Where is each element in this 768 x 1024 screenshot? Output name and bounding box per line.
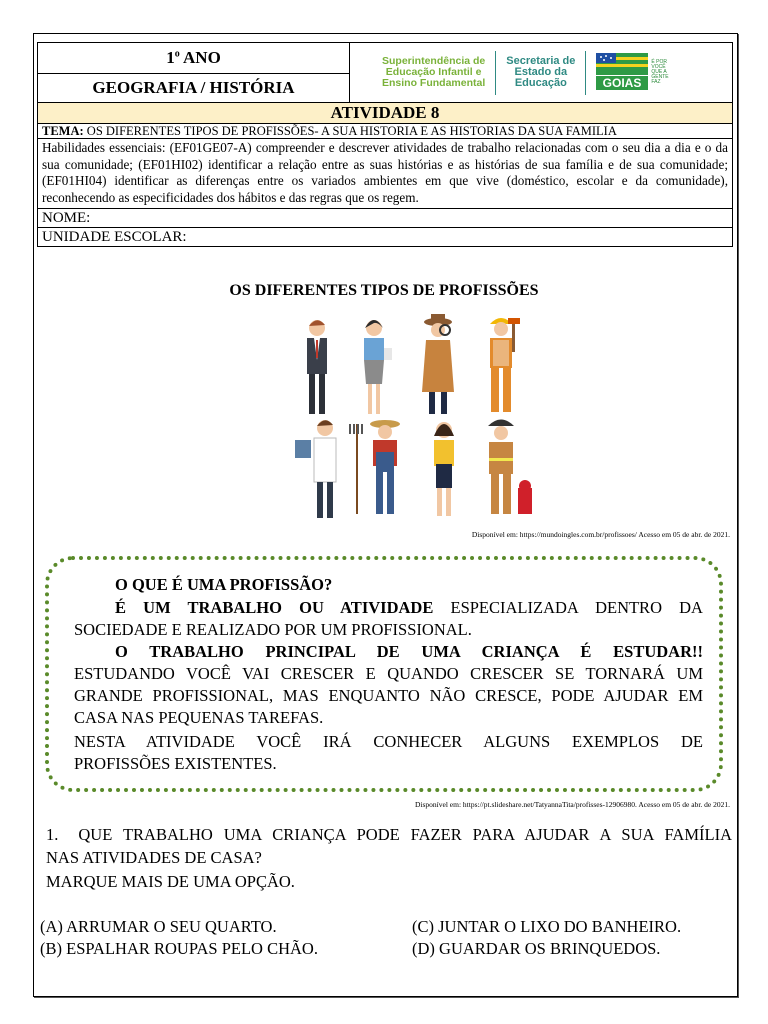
skills-text: Habilidades essenciais: (EF01GE07-A) compreender e descrever atividades de trabalho relacionadas com o seu dia a dia e o da sua comunidade; (EF01HI02) identificar a relação entre as suas histórias e as histórias de sua família e de sua comunidade; (EF01HI04) identificar as diferenças entre os variados ambientes em que vive (doméstico, escolar e da comunidade), reconhecendo as especificidades dos hábitos e das regras que os regem. — [38, 139, 733, 209]
info-line-2-bold: É UM TRABALHO OU ATIVIDADE — [115, 598, 434, 617]
theme-label: TEMA: — [42, 123, 84, 138]
school-field[interactable]: UNIDADE ESCOLAR: — [38, 228, 733, 247]
info-question: O QUE É UMA PROFISSÃO? — [115, 575, 333, 594]
info-box — [45, 556, 723, 792]
option-b[interactable]: (B) ESPALHAR ROUPAS PELO CHÃO. — [40, 939, 318, 958]
section-title: OS DIFERENTES TIPOS DE PROFISSÕES — [229, 282, 539, 299]
subject-cell — [38, 74, 350, 103]
goias-emblem — [596, 53, 648, 93]
subject-label: GEOGRAFIA / HISTÓRIA — [92, 78, 295, 97]
grade-number: 1 — [166, 48, 175, 67]
slogan-line-4: GENTE — [651, 74, 669, 80]
question-number: 1. — [46, 825, 59, 844]
question-text-1: QUE TRABALHO UMA CRIANÇA PODE FAZER PARA AJUDAR A SUA FAMÍLIA — [78, 825, 732, 844]
question-line-2: NAS ATIVIDADES DE CASA? — [46, 848, 262, 867]
box-credit: Disponível em: https://pt.slideshare.net/TatyannaTita/profisses-12906980. Acesso em 05 de abr. de 2021. — [415, 800, 730, 809]
slogan-line-1: É POR — [651, 59, 667, 65]
theme-text: OS DIFERENTES TIPOS DE PROFISSÕES- A SUA HISTORIA E AS HISTORIAS DA SUA FAMILIA — [83, 123, 617, 138]
logo-left-line-2: Educação Infantil e — [385, 66, 482, 78]
logo-left-line-3: Ensino Fundamental — [382, 77, 486, 89]
option-c[interactable]: (C) JUNTAR O LIXO DO BANHEIRO. — [412, 917, 682, 936]
info-line-2-rest: ESPECIALIZADA DENTRO DA — [433, 598, 703, 617]
slogan-line-5: FAZ — [651, 79, 661, 85]
option-d[interactable]: (D) GUARDAR OS BRINQUEDOS. — [412, 939, 661, 958]
goias-logo — [596, 53, 668, 93]
info-line-9: PROFISSÕES EXISTENTES. — [74, 754, 277, 773]
logo-right-line-1: Secretaria de — [506, 55, 576, 67]
question-line-1 — [46, 824, 732, 846]
logo-divider-2 — [585, 51, 586, 95]
slogan-line-3: QUE A — [651, 69, 667, 75]
figure-credit: Disponível em: https://mundoingles.com.br/profissoes/ Acesso em 05 de abr. de 2021. — [471, 530, 730, 539]
logo-right-line-2: Estado da — [514, 66, 568, 78]
info-line-4: O TRABALHO PRINCIPAL DE UMA CRIANÇA É ESTUDAR!! — [115, 642, 703, 661]
info-line-7: CASA NAS PEQUENAS TAREFAS. — [74, 708, 324, 727]
logo-divider — [495, 51, 496, 95]
slogan-line-2: VOCÊ — [651, 64, 666, 70]
option-a[interactable]: (A) ARRUMAR O SEU QUARTO. — [40, 917, 277, 936]
goias-wordmark: GOIAS — [603, 75, 642, 90]
secretaria-logo — [506, 56, 575, 89]
grade-cell — [38, 43, 350, 74]
info-line-2 — [115, 597, 703, 619]
activity-title: ATIVIDADE 8 — [38, 103, 733, 124]
grade-suffix: ANO — [179, 48, 221, 67]
info-line-5: ESTUDANDO VOCÊ VAI CRESCER E QUANDO CRESCER SE TORNARÁ UM — [74, 664, 703, 683]
logo-left-line-1: Superintendência de — [382, 55, 486, 67]
question-line-3: MARQUE MAIS DE UMA OPÇÃO. — [46, 872, 295, 891]
info-line-3: SOCIEDADE E REALIZADO POR UM PROFISSIONAL. — [74, 620, 472, 639]
theme-cell — [38, 124, 733, 139]
name-field[interactable]: NOME: — [38, 209, 733, 228]
logo-cell — [350, 43, 733, 103]
goias-slogan — [651, 60, 668, 85]
grade-ordinal: o — [174, 48, 180, 60]
superintendencia-logo — [382, 56, 485, 89]
logo-right-line-3: Educação — [514, 77, 567, 89]
logos — [350, 44, 732, 102]
professions-illustration — [292, 312, 554, 526]
header-table — [37, 42, 733, 247]
info-line-6: GRANDE PROFISSIONAL, MAS ENQUANTO NÃO CRESCE, PODE AJUDAR EM — [74, 686, 703, 705]
info-line-8: NESTA ATIVIDADE VOCÊ IRÁ CONHECER ALGUNS EXEMPLOS DE — [74, 732, 703, 751]
